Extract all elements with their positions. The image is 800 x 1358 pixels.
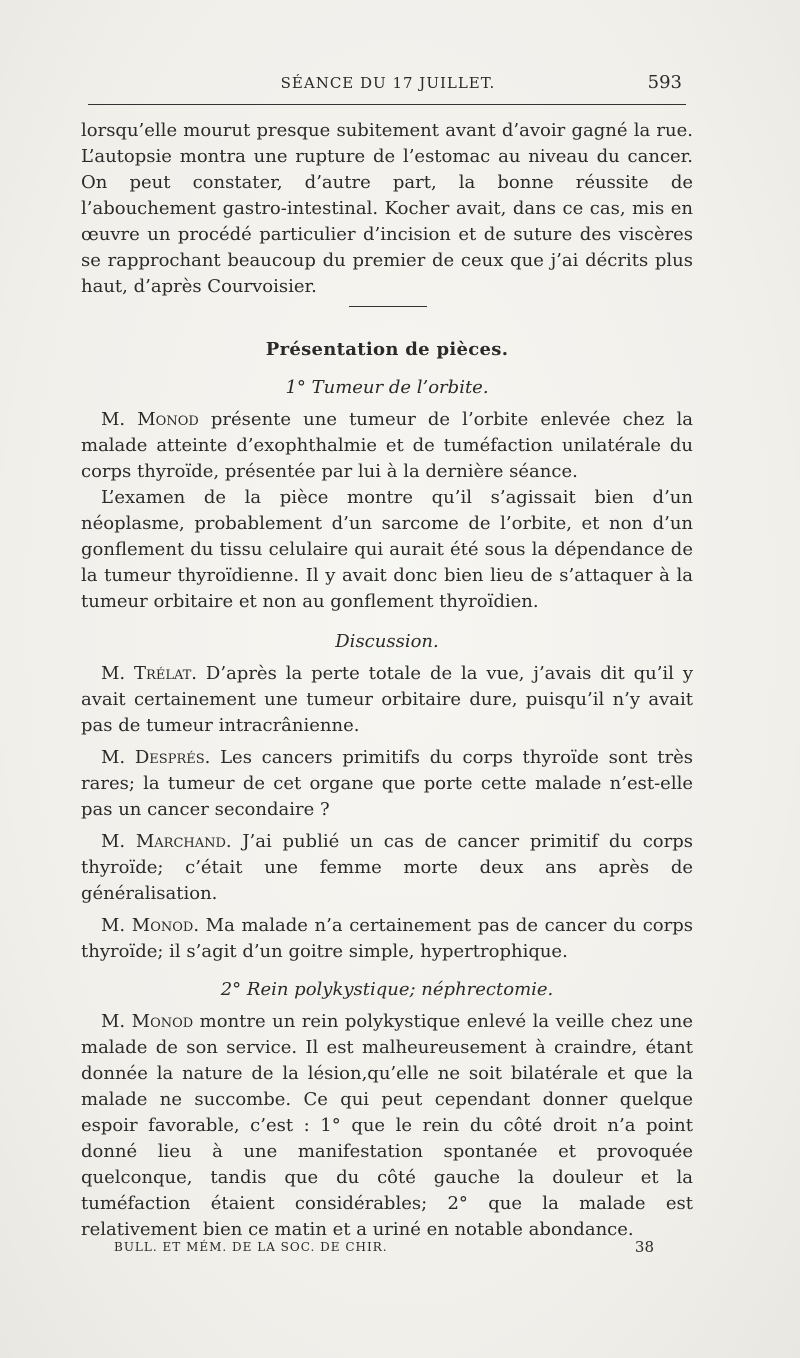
discussion-entry [81,829,693,907]
discussion-entry [81,913,693,965]
item1-paragraph [81,407,693,485]
speaker-name: M. Monod. [101,915,200,936]
discussion-title: Discussion. [335,631,439,652]
item1-paragraph-2: L’examen de la pièce montre qu’il s’agissait bien d’un néoplasme, probablement d’un sarcome de l’orbite, et non d’un gonflement du tissu celulaire qui aurait été sous la dépendance de la tumeur thyroïdienne. Il y avait donc bien lieu de s’attaquer à la tumeur orbitaire et non au gonflement thyroïdien. [81,487,693,612]
signature-mark: 38 [634,1238,654,1256]
entry-text: D’après la perte totale de la vue, j’avais dit qu’il y avait certainement une tumeur orbitaire dure, puisqu’il n’y avait pas de tumeur intracrânienne. [81,663,693,736]
body-text [81,118,693,1243]
speaker-name: M. Monod [101,1011,194,1032]
speaker-name: M. Després. [101,747,211,768]
entry-text: J’ai publié un cas de cancer primitif du corps thyroïde; c’était une femme morte deux ans après de généralisation. [81,831,693,904]
discussion-entry [81,745,693,823]
paragraph-text: présente une tumeur de l’orbite enlevée chez la malade atteinte d’exophthalmie et de tuméfaction unilatérale du corps thyroïde, présentée par lui à la dernière séance. [81,409,693,482]
journal-line: BULL. ET MÉM. DE LA SOC. DE CHIR. [114,1240,388,1254]
page-footer [114,1238,654,1258]
entry-text: Ma malade n’a certainement pas de cancer du corps thyroïde; il s’agit d’un goitre simple, hypertrophique. [81,915,693,962]
section-title: Présentation de pièces. [265,339,509,360]
speaker-name: M. Monod [101,409,199,430]
page-header [88,74,688,98]
section-divider [349,306,427,307]
running-head: SÉANCE DU 17 JUILLET. [280,74,496,92]
speaker-name: M. Marchand. [101,831,232,852]
item1-title: 1° Tumeur de l’orbite. [285,377,489,398]
continuation-paragraph: lorsqu’elle mourut presque subitement avant d’avoir gagné la rue. L’autopsie montra une rupture de l’estomac au niveau du cancer. On peut constater, d’autre part, la bonne réussite de l’abouchement gastro-intestinal. Kocher avait, dans ce cas, mis en œuvre un procédé particulier d’incision et de suture des viscères se rapprochant beaucoup du premier de ceux que j’ai décrits plus haut, d’après Courvoisier. [81,120,693,297]
discussion-entry [81,661,693,739]
header-rule [88,104,686,105]
item2-title: 2° Rein polykystique; néphrectomie. [220,979,554,1000]
paragraph-text: montre un rein polykystique enlevé la veille chez une malade de son service. Il est malheureusement à craindre, étant donnée la nature de la lésion,qu’elle ne soit bilatérale et que la malade ne succombe. Ce qui peut cependant donner quelque espoir favorable, c’est : 1° que le rein du côté droit n’a point donné lieu à une manifestation spontanée et provoquée quelconque, tandis que du côté gauche la douleur et la tuméfaction étaient considérables; 2° que la malade est relativement bien ce matin et a uriné en notable abondance. [81,1011,693,1240]
speaker-name: M. Trélat. [101,663,198,684]
entry-text: Les cancers primitifs du corps thyroïde sont très rares; la tumeur de cet organe que porte cette malade n’est-elle pas un cancer secondaire ? [81,747,693,820]
item2-paragraph [81,1009,693,1243]
page-number: 593 [647,72,682,93]
